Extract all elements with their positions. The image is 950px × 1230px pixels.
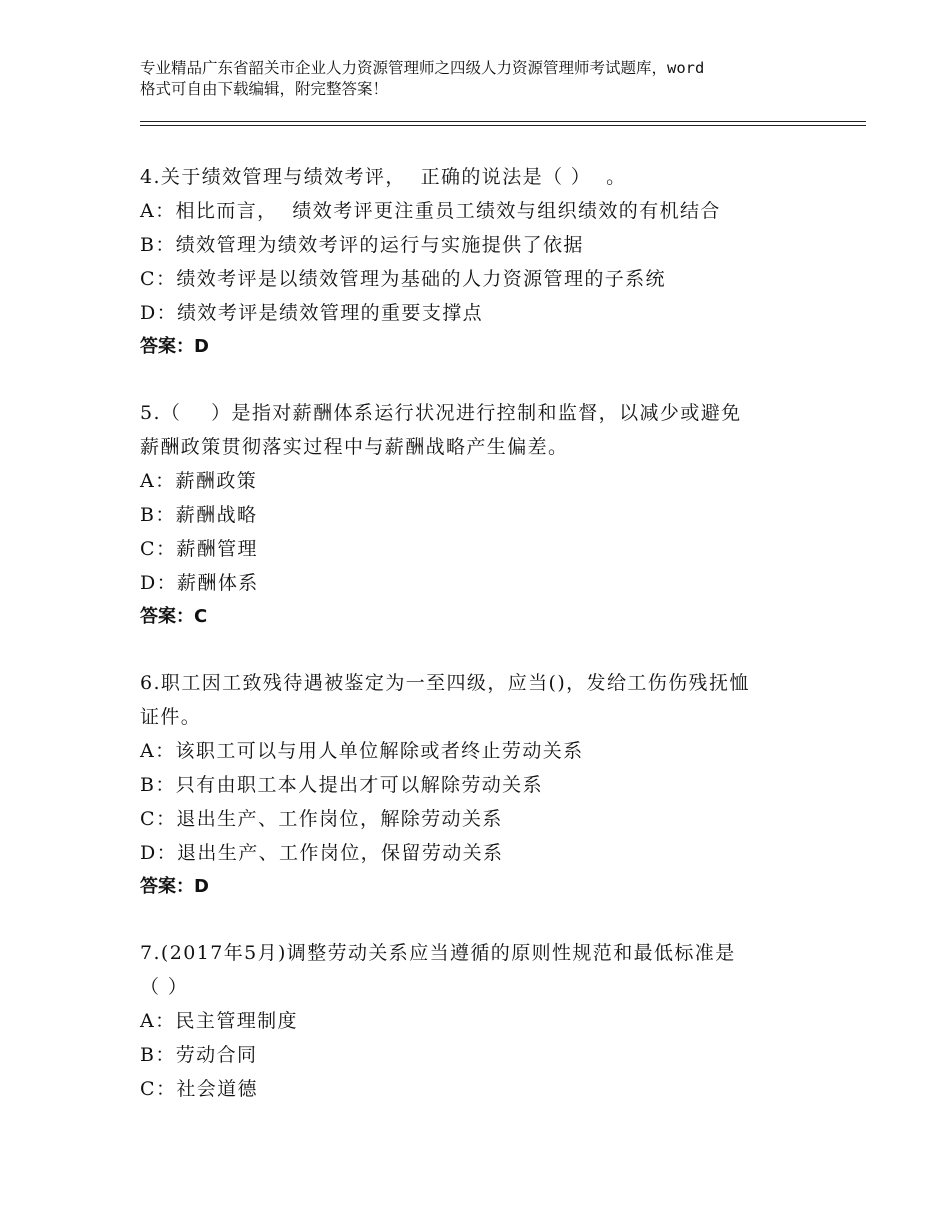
- option-c: C：薪酬管理: [140, 538, 258, 560]
- option-b: B：劳动合同: [140, 1044, 258, 1066]
- question-stem: 4.关于绩效管理与绩效考评， 正确的说法是（ ） 。: [140, 166, 627, 188]
- question-4: [140, 160, 810, 364]
- answer-label: 答案：C: [140, 606, 208, 627]
- header-line-1: 专业精品广东省韶关市企业人力资源管理师之四级人力资源管理师考试题库，word: [140, 59, 705, 77]
- question-7: [140, 936, 810, 1106]
- answer-label: 答案：D: [140, 876, 209, 897]
- question-stem-continued: 证件。: [140, 706, 202, 728]
- question-5: [140, 396, 810, 634]
- question-stem: 5.（ ）是指对薪酬体系运行状况进行控制和监督，以减少或避免: [140, 402, 742, 424]
- option-a: A：薪酬政策: [140, 470, 258, 492]
- question-stem: 6.职工因工致残待遇被鉴定为一至四级，应当()，发给工伤伤残抚恤: [140, 672, 750, 694]
- option-c: C：退出生产、工作岗位，解除劳动关系: [140, 808, 503, 830]
- header-divider-thick: [140, 125, 866, 126]
- option-a: A：相比而言， 绩效考评更注重员工绩效与组织绩效的有机结合: [140, 200, 721, 222]
- option-a: A：该职工可以与用人单位解除或者终止劳动关系: [140, 740, 584, 762]
- option-a: A：民主管理制度: [140, 1010, 298, 1032]
- option-b: B：薪酬战略: [140, 504, 258, 526]
- option-b: B：绩效管理为绩效考评的运行与实施提供了依据: [140, 234, 584, 256]
- option-d: D：退出生产、工作岗位，保留劳动关系: [140, 842, 504, 864]
- question-6: [140, 666, 810, 904]
- header-divider-thin: [140, 121, 866, 122]
- question-list: [140, 160, 810, 1138]
- header-line-2: 格式可自由下载编辑，附完整答案！: [140, 80, 389, 98]
- answer-label: 答案：D: [140, 336, 209, 357]
- option-c: C：社会道德: [140, 1078, 258, 1100]
- question-stem: 7.(2017年5月)调整劳动关系应当遵循的原则性规范和最低标准是: [140, 942, 736, 964]
- option-b: B：只有由职工本人提出才可以解除劳动关系: [140, 774, 543, 796]
- option-d: D：薪酬体系: [140, 572, 259, 594]
- document-header: [140, 58, 840, 100]
- question-stem-continued: 薪酬政策贯彻落实过程中与薪酬战略产生偏差。: [140, 436, 569, 458]
- option-c: C：绩效考评是以绩效管理为基础的人力资源管理的子系统: [140, 268, 666, 290]
- question-stem-continued: （ ）: [140, 976, 189, 998]
- option-d: D：绩效考评是绩效管理的重要支撑点: [140, 302, 484, 324]
